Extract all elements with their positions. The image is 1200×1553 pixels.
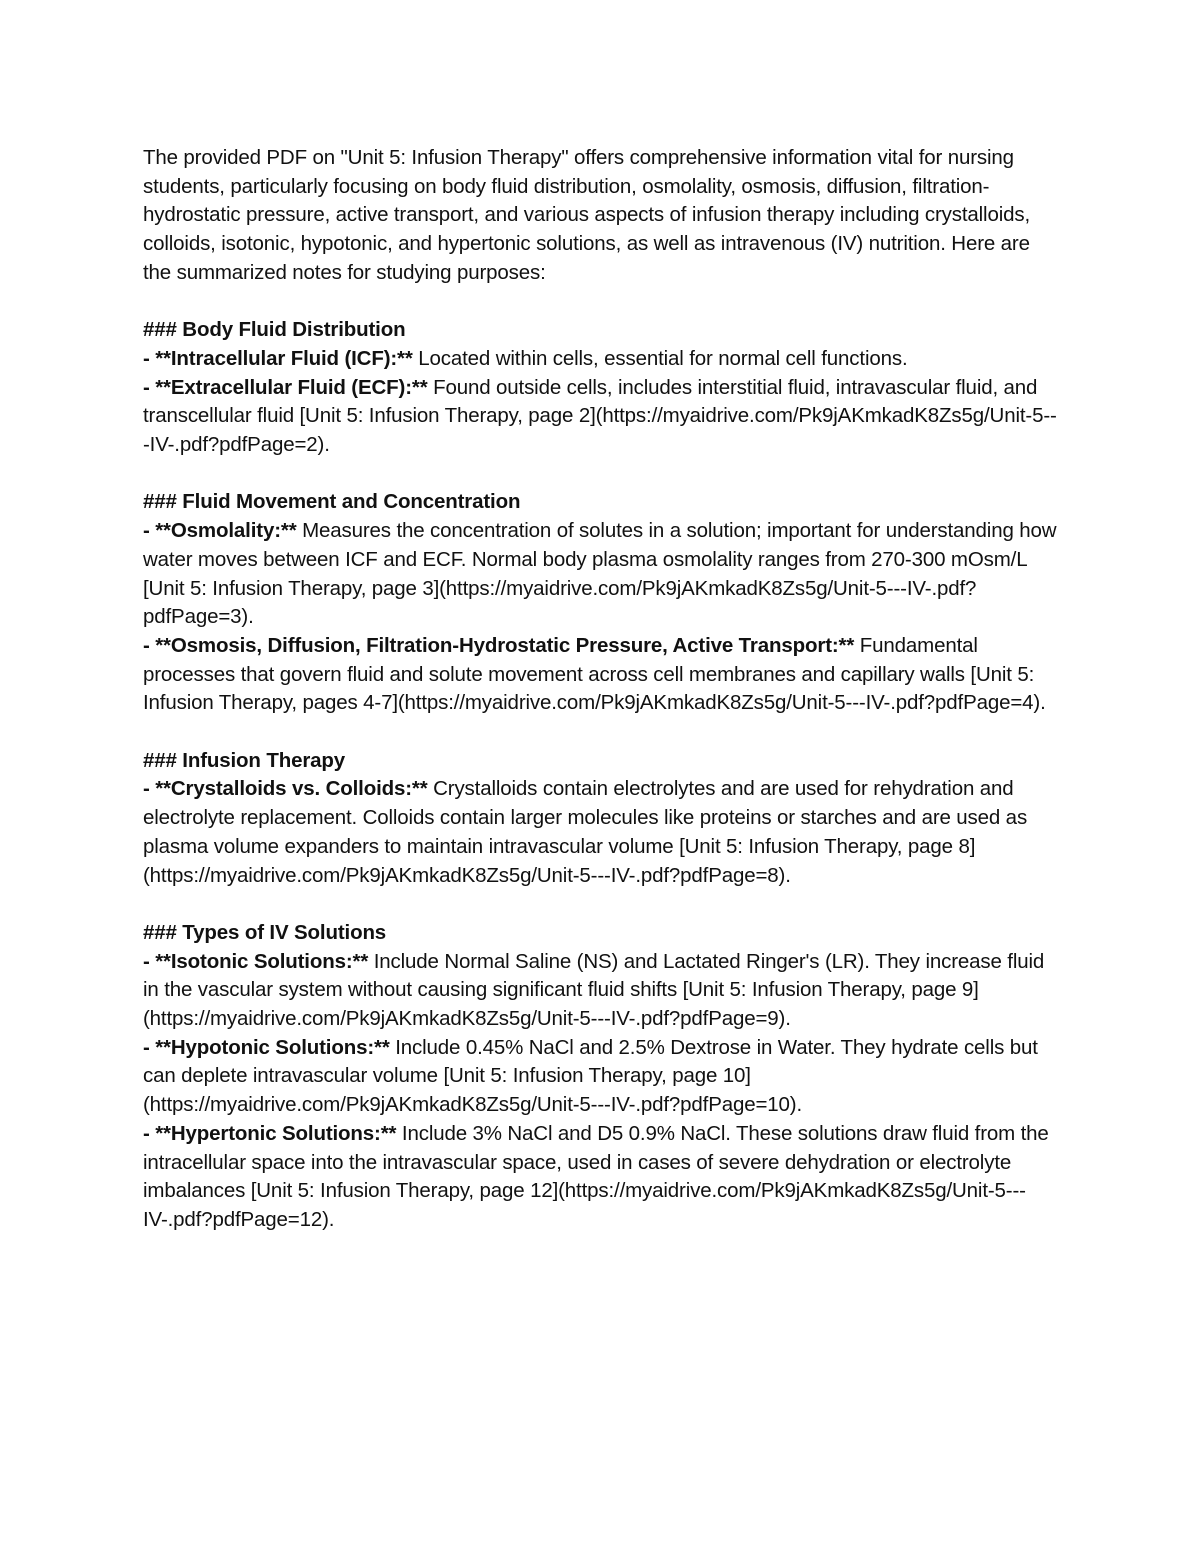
item-prefix: - bbox=[143, 633, 156, 657]
item-prefix: - bbox=[143, 519, 156, 543]
item-term: **Extracellular Fluid (ECF):** bbox=[155, 375, 428, 399]
item-term: **Intracellular Fluid (ICF):** bbox=[155, 346, 413, 370]
item-prefix: - bbox=[143, 1035, 156, 1059]
list-item-icf bbox=[143, 345, 1063, 374]
item-text: Crystalloids contain electrolytes and are used for rehydration and electrolyte replacement. Colloids contain larger molecules like proteins or starches and are used as plasma volume expanders to maintain intravascular volume [Unit 5: Infusion Therapy, page 8](https://myaidrive.com/Pk9jAKmkadK8Zs5g/Unit-5---IV-.pdf?pdfPage=8). bbox=[143, 777, 1028, 887]
item-prefix: - bbox=[143, 777, 156, 801]
item-term: **Osmolality:** bbox=[155, 519, 297, 543]
item-term: **Osmosis, Diffusion, Filtration-Hydrostatic Pressure, Active Transport:** bbox=[155, 633, 855, 657]
item-prefix: - bbox=[143, 1121, 156, 1145]
item-prefix: - bbox=[143, 949, 156, 973]
item-text: Found outside cells, includes interstitial fluid, intravascular fluid, and transcellular fluid [Unit 5: Infusion Therapy, page 2](https://myaidrive.com/Pk9jAKmkadK8Zs5g/Unit-5---IV-.pdf?pdfPage=2). bbox=[143, 375, 1057, 457]
spacer bbox=[143, 288, 1063, 317]
document-body bbox=[143, 144, 1063, 1235]
item-prefix: - bbox=[143, 375, 156, 399]
item-term: **Crystalloids vs. Colloids:** bbox=[155, 777, 428, 801]
spacer bbox=[143, 718, 1063, 747]
item-text: Located within cells, essential for normal cell functions. bbox=[412, 346, 908, 370]
intro-paragraph: The provided PDF on "Unit 5: Infusion Therapy" offers comprehensive information vital for nursing students, particularly focusing on body fluid distribution, osmolality, osmosis, diffusion, filtration-hydrostatic pressure, active transport, and various aspects of infusion therapy including crystalloids, colloids, isotonic, hypotonic, and hypertonic solutions, as well as intravenous (IV) nutrition. Here are the summarized notes for studying purposes: bbox=[143, 146, 1031, 284]
item-text: Include 3% NaCl and D5 0.9% NaCl. These solutions draw fluid from the intracellular space into the intravascular space, used in cases of severe dehydration or electrolyte imbalances [Unit 5: Infusion Therapy, page 12](https://myaidrive.com/Pk9jAKmkadK8Zs5g/Unit-5---IV-.pdf?pdfPage=12). bbox=[143, 1121, 1049, 1231]
list-item-hypotonic bbox=[143, 1034, 1063, 1120]
section-heading-infusion-therapy: ### Infusion Therapy bbox=[143, 748, 346, 772]
list-item-ecf bbox=[143, 374, 1063, 460]
section-heading-fluid-movement: ### Fluid Movement and Concentration bbox=[143, 490, 521, 514]
item-term: **Hypertonic Solutions:** bbox=[155, 1121, 397, 1145]
section-heading-body-fluid-distribution: ### Body Fluid Distribution bbox=[143, 318, 406, 342]
item-text: Measures the concentration of solutes in a solution; important for understanding how water moves between ICF and ECF. Normal body plasma osmolality ranges from 270-300 mOsm/L [Unit 5: Infusion Therapy, page 3](https://myaidrive.com/Pk9jAKmkadK8Zs5g/Unit-5---IV-.pdf?pdfPage=3). bbox=[143, 519, 1057, 629]
item-text: Include Normal Saline (NS) and Lactated Ringer's (LR). They increase fluid in the vascular system without causing significant fluid shifts [Unit 5: Infusion Therapy, page 9](https://myaidrive.com/Pk9jAKmkadK8Zs5g/Unit-5---IV-.pdf?pdfPage=9). bbox=[143, 949, 1045, 1031]
item-prefix: - bbox=[143, 346, 156, 370]
list-item-isotonic bbox=[143, 948, 1063, 1034]
list-item-osmolality bbox=[143, 517, 1063, 632]
list-item-osmosis-diffusion bbox=[143, 632, 1063, 718]
list-item-crystalloids-colloids bbox=[143, 775, 1063, 890]
spacer bbox=[143, 890, 1063, 919]
section-heading-iv-solutions: ### Types of IV Solutions bbox=[143, 920, 387, 944]
spacer bbox=[143, 460, 1063, 489]
item-term: **Hypotonic Solutions:** bbox=[155, 1035, 390, 1059]
item-text: Include 0.45% NaCl and 2.5% Dextrose in Water. They hydrate cells but can deplete intravascular volume [Unit 5: Infusion Therapy, page 10](https://myaidrive.com/Pk9jAKmkadK8Zs5g/Unit-5---IV-.pdf?pdfPage=10). bbox=[143, 1035, 1038, 1117]
item-term: **Isotonic Solutions:** bbox=[155, 949, 369, 973]
item-text: Fundamental processes that govern fluid and solute movement across cell membranes and capillary walls [Unit 5: Infusion Therapy, pages 4-7](https://myaidrive.com/Pk9jAKmkadK8Zs5g/Unit-5---IV-.pdf?pdfPage=4). bbox=[143, 633, 1046, 715]
list-item-hypertonic bbox=[143, 1120, 1063, 1235]
